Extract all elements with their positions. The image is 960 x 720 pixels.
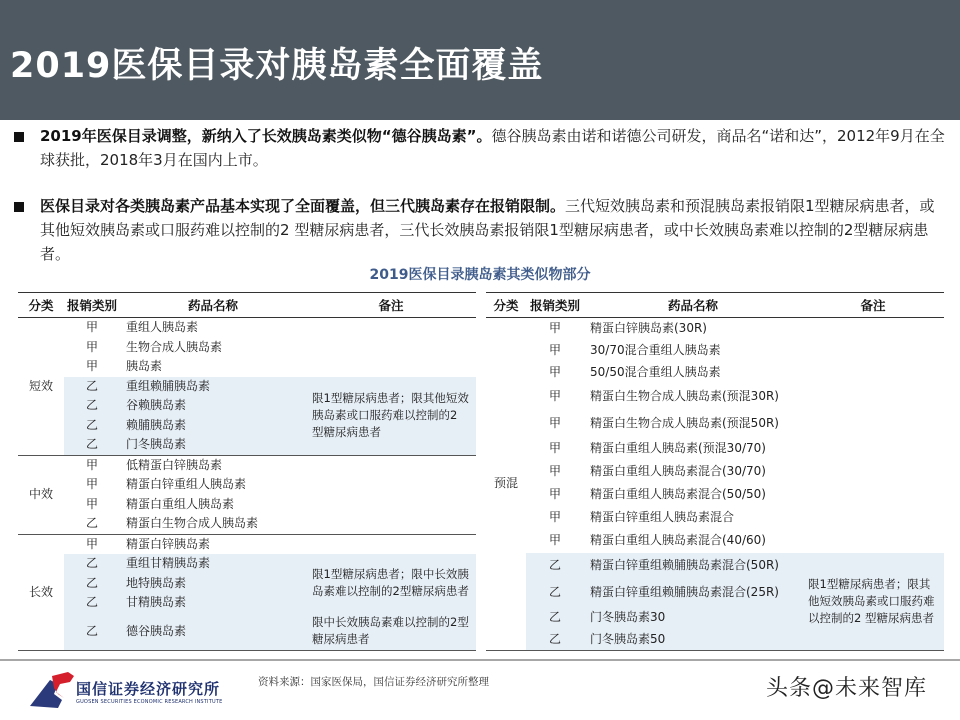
class-cell: 甲 [548,464,561,479]
header-drug-name: 药品名称 [584,293,802,318]
class-cell: 乙 [64,377,120,397]
note-cell: 限1型糖尿病患者；限中长效胰岛素难以控制的2型糖尿病患者 [306,554,476,613]
drug-name-cell: 精蛋白重组人胰岛素混合(30/70) [590,464,766,479]
class-cell: 甲 [85,339,98,354]
drug-name-cell: 重组赖脯胰岛素 [120,377,306,397]
watermark: 头条@未来智库 [766,676,928,701]
drug-name-cell: 精蛋白锌胰岛素(30R) [590,321,707,335]
footer-divider [0,659,960,661]
bullet-item-2 [10,194,945,266]
header-reimburse-class: 报销类别 [64,293,120,318]
drug-name-cell: 精蛋白锌重组人胰岛素混合 [590,510,735,525]
class-cell: 甲 [85,477,98,491]
drug-name-cell: 低精蛋白锌胰岛素 [126,457,223,472]
class-cell: 乙 [526,607,584,629]
drug-name-cell: 门冬胰岛素 [120,435,306,455]
table-header-row [486,293,944,318]
class-cell: 乙 [526,580,584,607]
table-header-row [18,293,476,318]
table-row [18,377,476,397]
class-cell: 乙 [526,629,584,651]
drug-name-cell: 胰岛素 [126,359,163,373]
bullet-1-highlight: 2019年医保目录调整，新纳入了长效胰岛素类似物“德谷胰岛素”。 [40,127,492,145]
drug-name-cell: 谷赖胰岛素 [120,396,306,416]
category-cell: 短效 [18,318,64,456]
class-cell: 乙 [64,514,120,534]
class-cell: 甲 [85,496,98,511]
class-cell: 甲 [548,510,561,525]
drug-name-cell: 重组甘精胰岛素 [120,554,306,574]
drug-name-cell: 50/50混合重组人胰岛素 [590,364,721,379]
class-cell: 乙 [64,416,120,436]
class-cell: 甲 [548,364,561,379]
class-cell: 甲 [85,536,98,551]
class-cell: 甲 [548,389,561,404]
table-row [18,613,476,651]
square-bullet-icon [14,132,24,142]
drug-name-cell: 门冬胰岛素50 [584,629,802,651]
header-bar [0,0,960,120]
note-cell: 限中长效胰岛素难以控制的2型糖尿病患者 [306,613,476,651]
drug-name-cell: 精蛋白锌重组赖脯胰岛素混合(25R) [584,580,802,607]
insulin-table-left [18,292,476,651]
header-category: 分类 [18,293,64,318]
class-cell: 乙 [64,574,120,594]
source-note: 资料来源：国家医保局，国信证券经济研究所整理 [258,676,489,688]
logo-name-en: GUOSEN SECURITIES ECONOMIC RESEARCH INSTITUTE [76,699,223,705]
drug-name-cell: 生物合成人胰岛素 [126,339,223,354]
drug-name-cell: 门冬胰岛素30 [584,607,802,629]
header-note: 备注 [802,293,944,318]
bullet-2-text: 三代短效胰岛素和预混胰岛素报销限1型糖尿病患者，或其他短效胰岛素或口服药难以控制的2 型糖尿病患者，三代长效胰岛素报销限1型糖尿病患者，或中长效胰岛素难以控制的2型糖尿病患者。 [40,197,935,263]
drug-name-cell: 精蛋白生物合成人胰岛素(预混30R) [590,389,779,404]
table-row [18,455,476,475]
drug-name-cell: 精蛋白重组人胰岛素(预混30/70) [590,441,766,456]
table-row [486,553,944,580]
note-cell [306,318,476,377]
class-cell: 乙 [64,593,120,613]
page-title: 2019医保目录对胰岛素全面覆盖 [10,46,544,86]
table-row [18,534,476,554]
drug-name-cell: 精蛋白锌重组人胰岛素 [126,477,247,491]
note-cell: 限1型糖尿病患者；限其他短效胰岛素或口服药难以控制的2 型糖尿病患者 [306,377,476,456]
bullet-2-highlight: 医保目录对各类胰岛素产品基本实现了全面覆盖，但三代胰岛素存在报销限制。 [40,197,566,215]
drug-name-cell: 德谷胰岛素 [120,613,306,651]
drug-name-cell: 精蛋白锌胰岛素 [126,536,211,551]
category-cell: 长效 [18,534,64,651]
class-cell: 甲 [548,533,561,548]
drug-name-cell: 地特胰岛素 [120,574,306,594]
drug-name-cell: 赖脯胰岛素 [120,416,306,436]
note-cell [306,455,476,534]
class-cell: 甲 [548,342,561,357]
class-cell: 乙 [526,553,584,580]
drug-name-cell: 重组人胰岛素 [126,320,199,334]
class-cell: 乙 [64,396,120,416]
logo-name-cn: 国信证券经济研究所 [76,680,221,698]
insulin-table-right [486,292,944,651]
drug-name-cell: 精蛋白重组人胰岛素 [126,496,235,511]
bullet-list [10,124,945,266]
header-reimburse-class: 报销类别 [526,293,584,318]
category-cell: 预混 [486,318,526,651]
class-cell: 甲 [548,441,561,456]
class-cell: 甲 [85,457,98,472]
class-cell: 甲 [85,320,98,334]
note-cell [306,534,476,554]
bullet-item-1 [10,124,945,172]
drug-name-cell: 精蛋白生物合成人胰岛素 [120,514,306,534]
class-cell: 甲 [85,359,98,373]
class-cell: 甲 [548,487,561,502]
class-cell: 乙 [64,554,120,574]
drug-name-cell: 30/70混合重组人胰岛素 [590,342,721,357]
table-caption: 2019医保目录胰岛素其类似物部分 [369,267,591,283]
table-row [486,318,944,340]
bullet-1-text: 德谷胰岛素由诺和诺德公司研发，商品名“诺和达”，2012年9月在全球获批，2018年3月在国内上市。 [40,127,945,169]
note-cell [802,318,944,553]
drug-name-cell: 甘精胰岛素 [120,593,306,613]
header-note: 备注 [306,293,476,318]
drug-name-cell: 精蛋白生物合成人胰岛素(预混50R) [590,416,779,431]
class-cell: 甲 [548,416,561,431]
category-cell: 中效 [18,455,64,534]
class-cell: 乙 [64,435,120,455]
table-row [18,554,476,574]
note-cell: 限1型糖尿病患者；限其他短效胰岛素或口服药难以控制的2 型糖尿病患者 [802,553,944,651]
table-row [18,318,476,338]
class-cell: 乙 [64,613,120,651]
header-drug-name: 药品名称 [120,293,306,318]
drug-name-cell: 精蛋白锌重组赖脯胰岛素混合(50R) [584,553,802,580]
header-category: 分类 [486,293,526,318]
class-cell: 甲 [548,321,561,335]
drug-name-cell: 精蛋白重组人胰岛素混合(40/60) [590,533,766,548]
square-bullet-icon [14,202,24,212]
drug-name-cell: 精蛋白重组人胰岛素混合(50/50) [590,487,766,502]
